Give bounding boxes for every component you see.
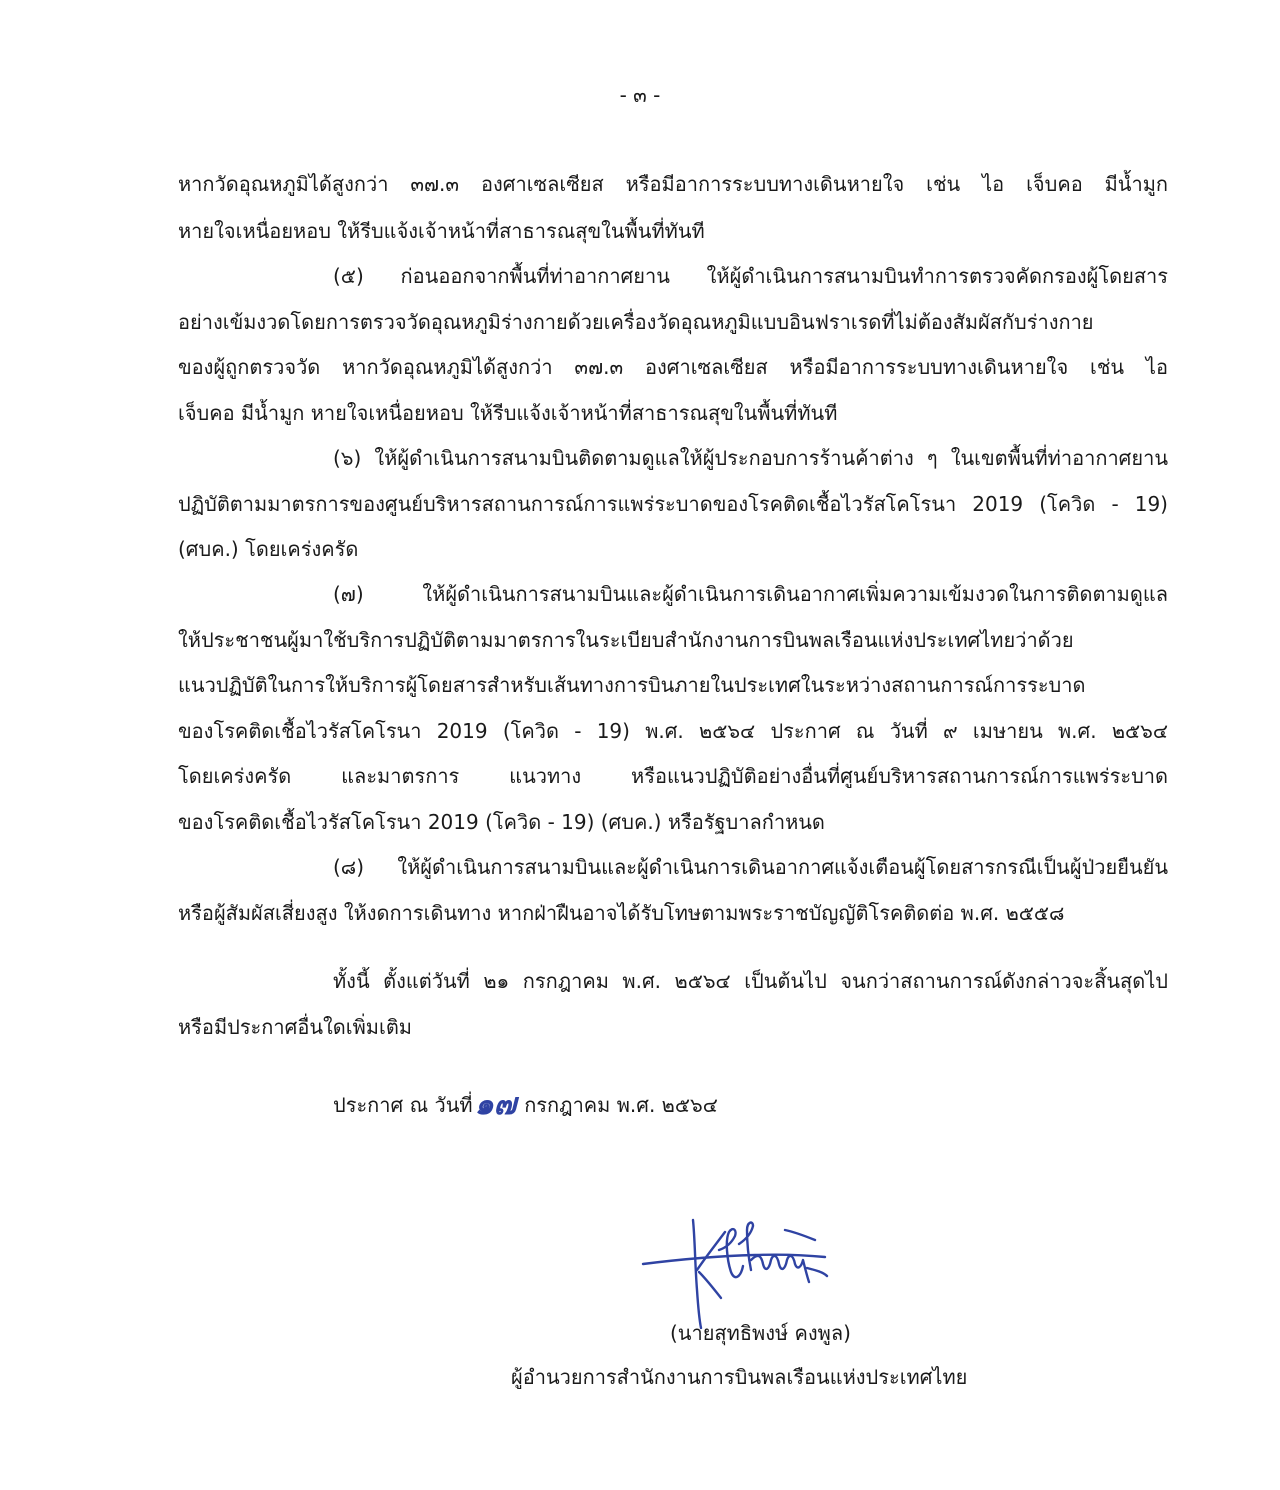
clause-8-line: หรือผู้สัมผัสเสี่ยงสูง ให้งดการเดินทาง หากฝ่าฝืนอาจได้รับโทษตามพระราชบัญญัติโรคติดต่อ พ.ศ. ๒๕๕๘ [178,901,1065,925]
clause-7-line: ให้ประชาชนผู้มาใช้บริการปฏิบัติตามมาตรการในระเบียบสำนักงานการบินพลเรือนแห่งประเทศไทยว่าด้วย [178,628,1074,652]
clause-5-line: เจ็บคอ มีน้ำมูก หายใจเหนื่อยหอบ ให้รีบแจ้งเจ้าหน้าที่สาธารณสุขในพื้นที่ทันที [178,401,838,425]
clause-7-line: โดยเคร่งครัด และมาตรการ แนวทาง หรือแนวปฏิบัติอย่างอื่นที่ศูนย์บริหารสถานการณ์การแพร่ระบาด [178,764,1168,788]
effective-date-line: หรือมีประกาศอื่นใดเพิ่มเติม [178,1015,412,1039]
announcement-date [333,1088,718,1120]
announcement-prefix: ประกาศ ณ วันที่ [333,1093,473,1117]
clause-7-line: แนวปฏิบัติในการให้บริการผู้โดยสารสำหรับเส้นทางการบินภายในประเทศในระหว่างสถานการณ์การระบาด [178,673,1086,697]
paragraph-line: หายใจเหนื่อยหอบ ให้รีบแจ้งเจ้าหน้าที่สาธารณสุขในพื้นที่ทันที [178,219,705,243]
clause-6-line: (๖) ให้ผู้ดำเนินการสนามบินติดตามดูแลให้ผู้ประกอบการร้านค้าต่าง ๆ ในเขตพื้นที่ท่าอากาศยาน [333,446,1168,470]
clause-5-line: ของผู้ถูกตรวจวัด หากวัดอุณหภูมิได้สูงกว่า ๓๗.๓ องศาเซลเซียส หรือมีอาการระบบทางเดินหายใจ เช่น ไอ [178,355,1168,379]
announcement-suffix: กรกฎาคม พ.ศ. ๒๕๖๔ [524,1093,718,1117]
clause-8-line: (๘) ให้ผู้ดำเนินการสนามบินและผู้ดำเนินการเดินอากาศแจ้งเตือนผู้โดยสารกรณีเป็นผู้ป่วยยืนยัน [333,855,1168,879]
clause-5-line: (๕) ก่อนออกจากพื้นที่ท่าอากาศยาน ให้ผู้ดำเนินการสนามบินทำการตรวจคัดกรองผู้โดยสาร [333,264,1168,288]
clause-7-line: ของโรคติดเชื้อไวรัสโคโรนา 2019 (โควิด - 19) (ศบค.) หรือรัฐบาลกำหนด [178,810,825,834]
paragraph-line: หากวัดอุณหภูมิได้สูงกว่า ๓๗.๓ องศาเซลเซียส หรือมีอาการระบบทางเดินหายใจ เช่น ไอ เจ็บคอ มีน้ำมูก [178,172,1168,196]
clause-7-line: ของโรคติดเชื้อไวรัสโคโรนา 2019 (โควิด - 19) พ.ศ. ๒๕๖๔ ประกาศ ณ วันที่ ๙ เมษายน พ.ศ. ๒๕๖๔ [178,719,1168,743]
clause-5-line: อย่างเข้มงวดโดยการตรวจวัดอุณหภูมิร่างกายด้วยเครื่องวัดอุณหภูมิแบบอินฟราเรดที่ไม่ต้องสัมผัสกับร่างกาย [178,310,1094,334]
signature-image [635,1210,835,1335]
page-number: - ๓ - [619,83,661,107]
handwritten-day: ๑๗ [474,1087,517,1122]
clause-7-line: (๗) ให้ผู้ดำเนินการสนามบินและผู้ดำเนินการเดินอากาศเพิ่มความเข้มงวดในการติดตามดูแล [333,582,1168,606]
signatory-position: ผู้อำนวยการสำนักงานการบินพลเรือนแห่งประเทศไทย [511,1365,968,1389]
effective-date-line: ทั้งนี้ ตั้งแต่วันที่ ๒๑ กรกฎาคม พ.ศ. ๒๕๖๔ เป็นต้นไป จนกว่าสถานการณ์ดังกล่าวจะสิ้นสุดไป [333,969,1168,993]
clause-6-line: (ศบค.) โดยเคร่งครัด [178,537,359,561]
signatory-name: (นายสุทธิพงษ์ คงพูล) [670,1321,851,1345]
clause-6-line: ปฏิบัติตามมาตรการของศูนย์บริหารสถานการณ์การแพร่ระบาดของโรคติดเชื้อไวรัสโคโรนา 2019 (โควิด - 19) [178,492,1168,516]
